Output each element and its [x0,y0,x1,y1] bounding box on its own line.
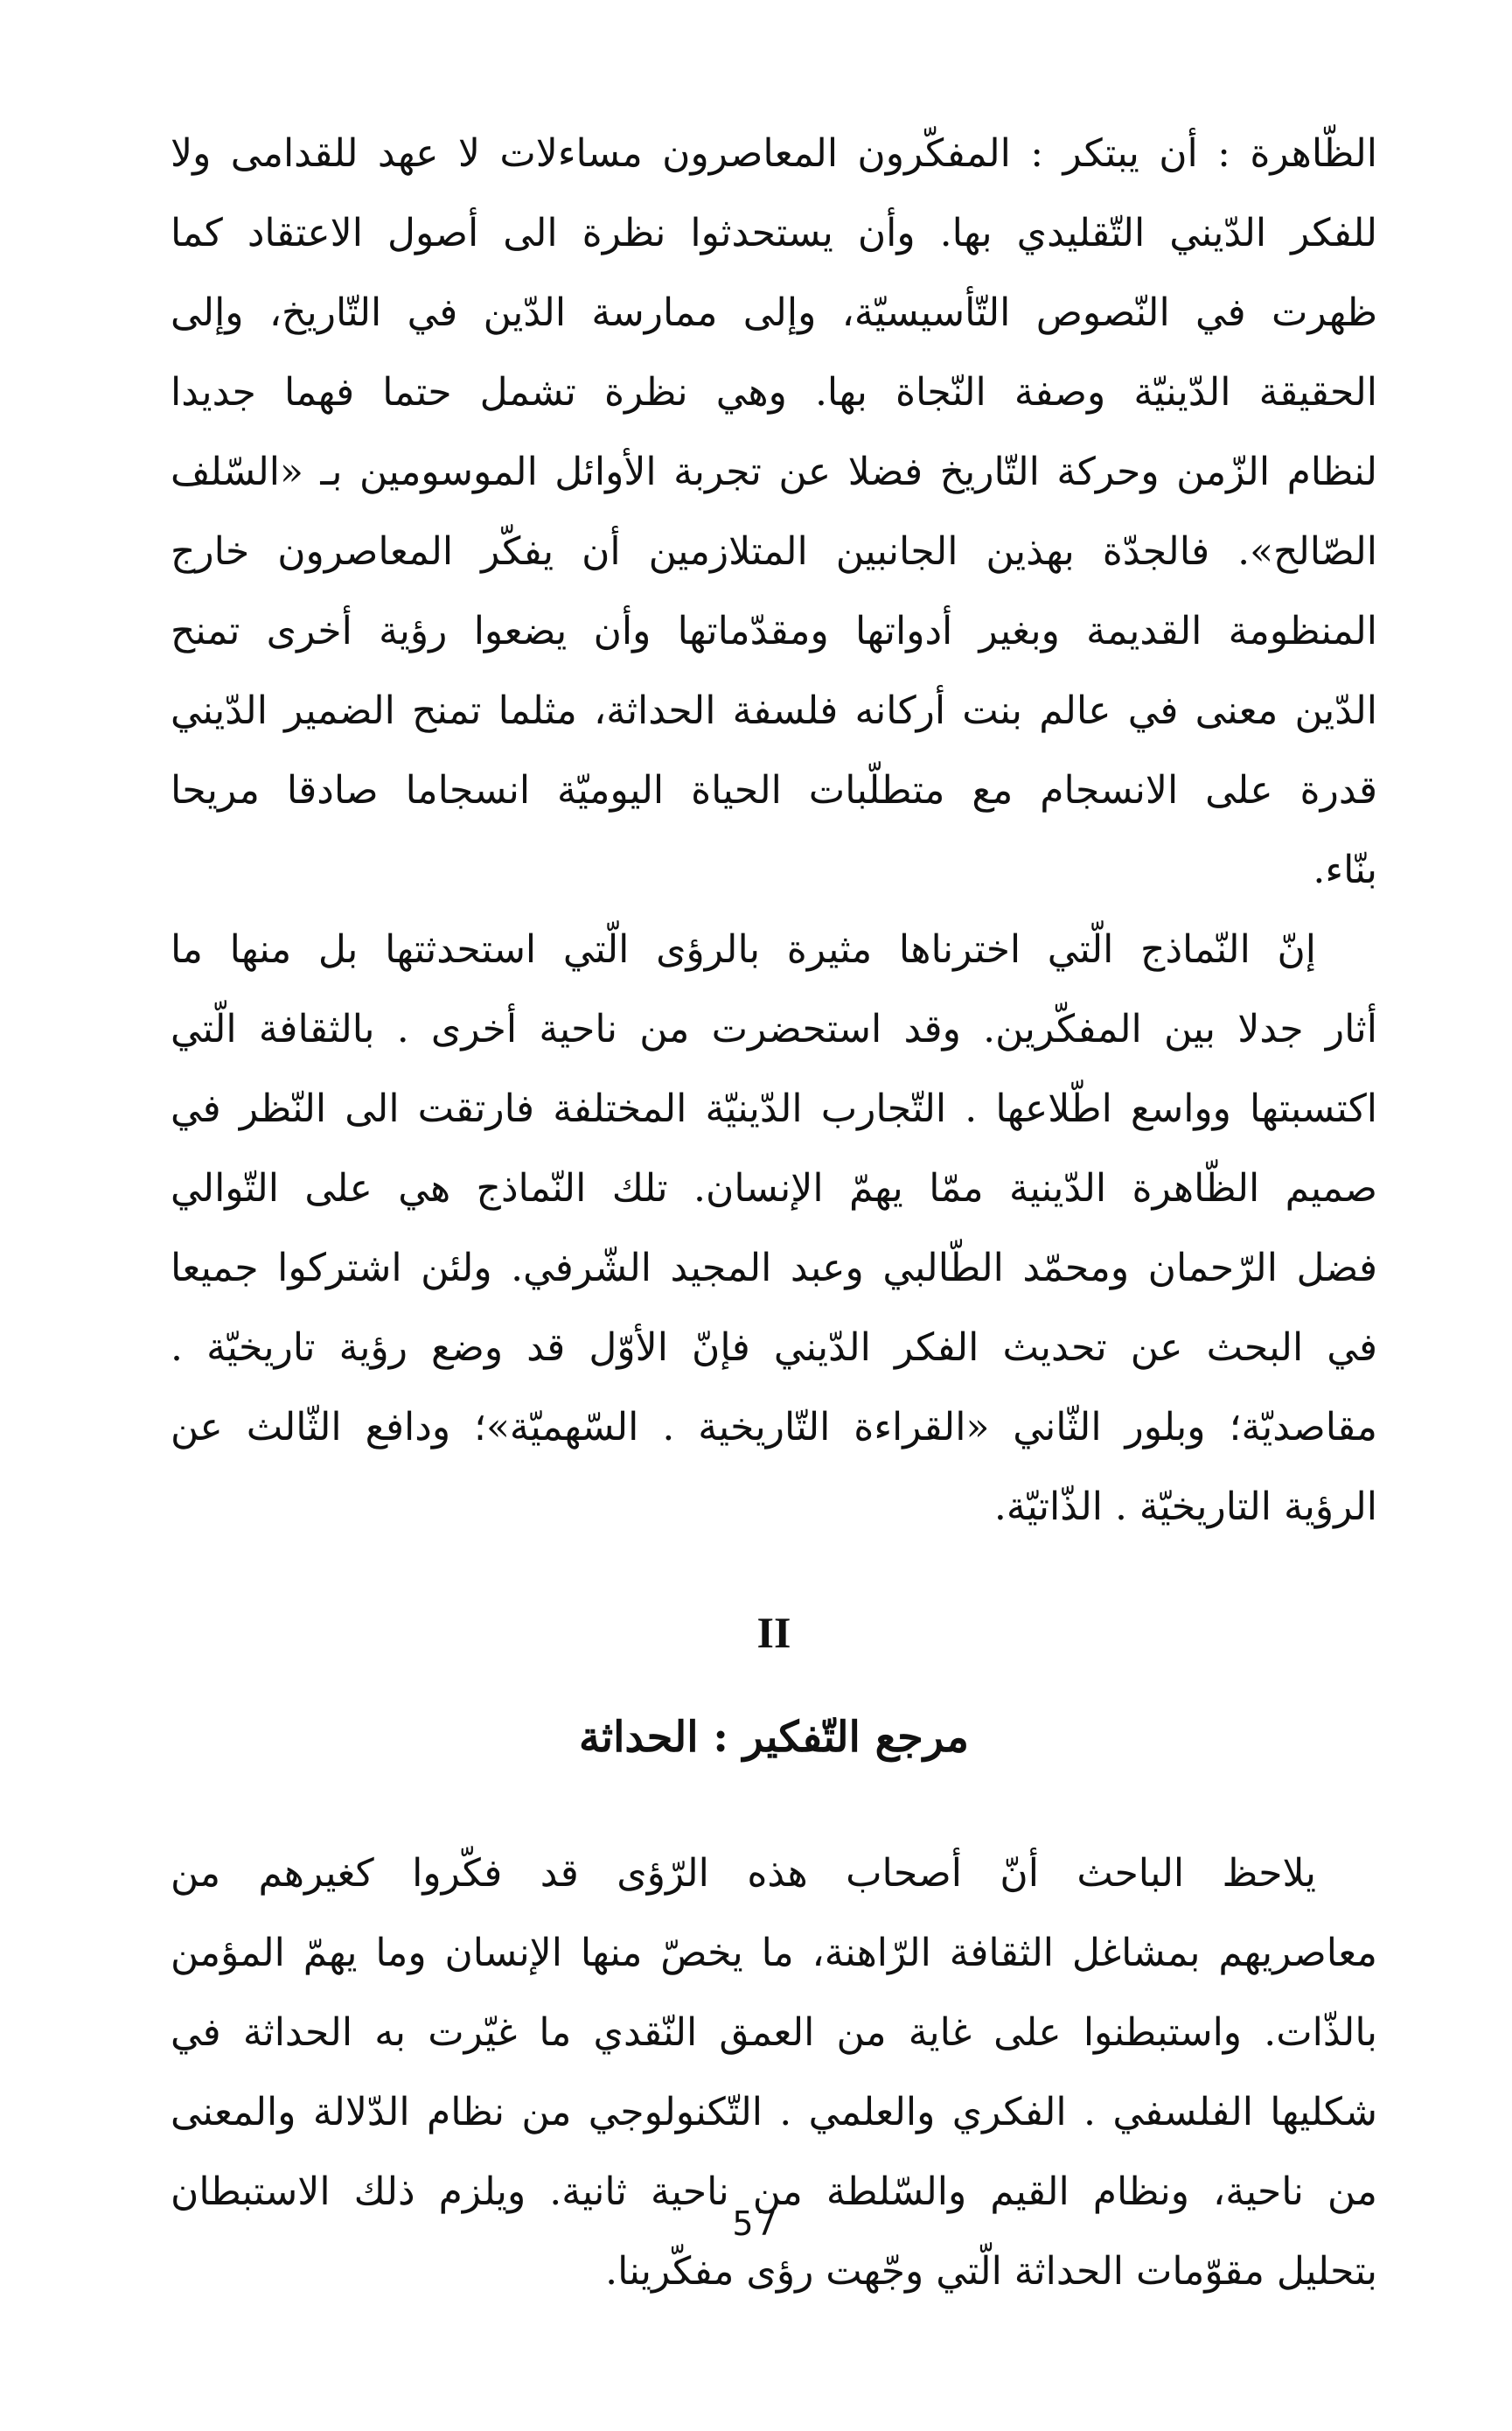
text-line: الصّالح». فالجدّة بهذين الجانبين المتلازمين أن يفكّر المعاصرون خارج [171,529,1377,574]
text-line: بتحليل مقوّمات الحداثة الّتي وجّهت رؤى مفكّرينا. [605,2249,1377,2294]
text-line: الظّاهرة : أن يبتكر : المفكّرون المعاصرون مساءلات لا عهد للقدامى ولا [171,131,1377,176]
text-line: مقاصديّة؛ وبلور الثّاني «القراءة التّاريخية . السّهميّة»؛ ودافع الثّالث عن [171,1405,1377,1450]
text-line: لنظام الزّمن وحركة التّاريخ فضلا عن تجربة الأوائل الموسومين بـ «السّلف [171,450,1377,494]
text-line: الدّين معنى في عالم بنت أركانه فلسفة الحداثة، مثلما تمنح الضمير الدّيني [171,688,1377,733]
text-line: إنّ النّماذج الّتي اخترناها مثيرة بالرؤى الّتي استحدثتها بل منها ما [171,927,1316,972]
text-line: بالذّات. واستبطنوا على غاية من العمق النّقدي ما غيّرت به الحداثة في [171,2010,1377,2055]
text-line: بنّاء. [1313,848,1377,892]
text-line: في البحث عن تحديث الفكر الدّيني فإنّ الأوّل قد وضع رؤية تاريخيّة . [171,1325,1377,1370]
text-line: صميم الظّاهرة الدّينية ممّا يهمّ الإنسان. تلك النّماذج هي على التّوالي [171,1166,1377,1211]
page-number: 57 [732,2204,780,2243]
section-title: مرجع التّفكير : الحداثة [578,1713,970,1762]
paragraph-1 [171,114,1377,910]
text-line: معاصريهم بمشاغل الثقافة الرّاهنة، ما يخصّ منها الإنسان وما يهمّ المؤمن [171,1931,1377,1975]
section-number: II [756,1608,791,1657]
text-line: شكليها الفلسفي . الفكري والعلمي . التّكنولوجي من نظام الدّلالة والمعنى [171,2090,1377,2134]
text-line: الرؤية التاريخيّة . الذّاتيّة. [993,1484,1377,1529]
text-line: فضل الرّحمان ومحمّد الطّالبي وعبد المجيد الشّرفي. ولئن اشتركوا جميعا [171,1246,1377,1290]
text-line: المنظومة القديمة وبغير أدواتها ومقدّماتها وأن يضعوا رؤية أخرى تمنح [171,609,1377,653]
text-line: من ناحية، ونظام القيم والسّلطة من ناحية ثانية. ويلزم ذلك الاستبطان [171,2169,1377,2214]
paragraph-2 [171,910,1377,1547]
text-line: للفكر الدّيني التّقليدي بها. وأن يستحدثوا نظرة الى أصول الاعتقاد كما [171,211,1377,255]
page-body [171,114,1377,2311]
text-line: الحقيقة الدّينيّة وصفة النّجاة بها. وهي نظرة تشمل حتما فهما جديدا [171,370,1377,415]
text-line: اكتسبتها وواسع اطّلاعها . التّجارب الدّينيّة المختلفة فارتقت الى النّظر في [171,1086,1377,1131]
text-line: ظهرت في النّصوص التّأسيسيّة، وإلى ممارسة الدّين في التّاريخ، وإلى [171,290,1377,335]
text-line: أثار جدلا بين المفكّرين. وقد استحضرت من ناحية أخرى . بالثقافة الّتي [171,1007,1377,1051]
text-line: قدرة على الانسجام مع متطلّبات الحياة اليوميّة انسجاما صادقا مريحا [171,768,1377,813]
text-line: يلاحظ الباحث أنّ أصحاب هذه الرّؤى قد فكّروا كغيرهم من [171,1851,1316,1896]
